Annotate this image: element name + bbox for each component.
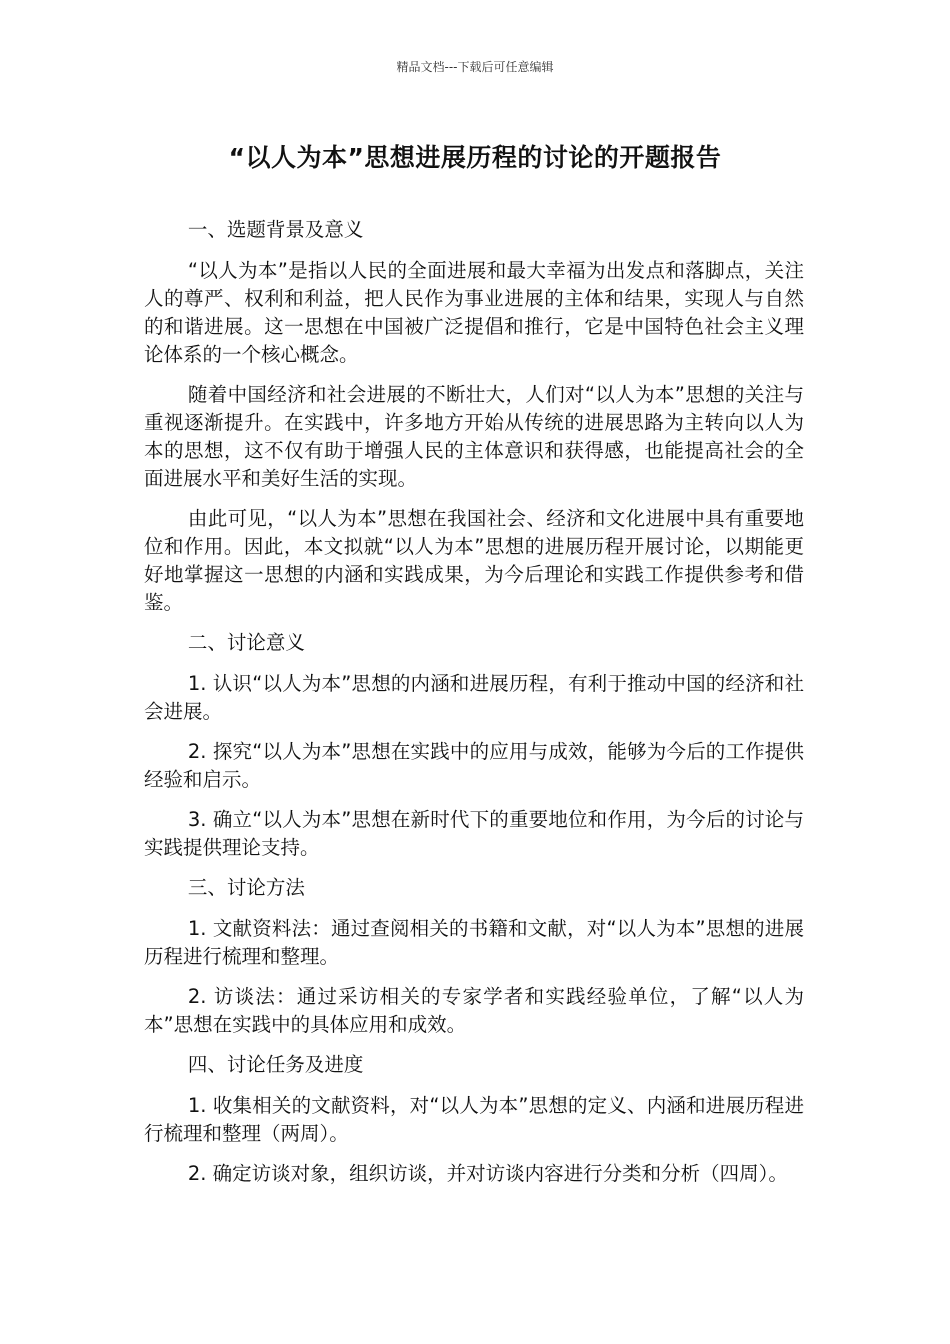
section-heading-background: 一、选题背景及意义 [187, 218, 364, 241]
section-heading-methods: 三、讨论方法 [187, 876, 305, 899]
paragraph: 随着中国经济和社会进展的不断壮大，人们对“以人为本”思想的关注与重视逐渐提升。在实践中，许多地方开始从传统的进展思路为主转向以人为本的思想，这不仅有助于增强人民的主体意识和获得感，也能提高社会的全面进展水平和美好生活的实现。 [144, 383, 804, 490]
section-heading-significance: 二、讨论意义 [187, 631, 305, 654]
list-item: 2. 探究“以人为本”思想在实践中的应用与成效，能够为今后的工作提供经验和启示。 [144, 740, 804, 791]
page-header: 精品文档---下载后可任意编辑 [396, 60, 554, 74]
paragraph: “以人为本”是指以人民的全面进展和最大幸福为出发点和落脚点，关注人的尊严、权利和利益，把人民作为事业进展的主体和结果，实现人与自然的和谐进展。这一思想在中国被广泛提倡和推行，它是中国特色社会主义理论体系的一个核心概念。 [144, 259, 804, 366]
document-body [144, 216, 804, 1200]
list-item: 1. 认识“以人为本”思想的内涵和进展历程，有利于推动中国的经济和社会进展。 [144, 672, 804, 723]
paragraph: 由此可见，“以人为本”思想在我国社会、经济和文化进展中具有重要地位和作用。因此，本文拟就“以人为本”思想的进展历程开展讨论，以期能更好地掌握这一思想的内涵和实践成果，为今后理论和实践工作提供参考和借鉴。 [144, 507, 804, 614]
list-item: 1. 文献资料法：通过查阅相关的书籍和文献，对“以人为本”思想的进展历程进行梳理和整理。 [144, 917, 804, 968]
list-item: 2. 访谈法：通过采访相关的专家学者和实践经验单位，了解“以人为本”思想在实践中的具体应用和成效。 [144, 985, 804, 1036]
list-item: 1. 收集相关的文献资料，对“以人为本”思想的定义、内涵和进展历程进行梳理和整理（两周）。 [144, 1094, 804, 1145]
document-title: “以人为本”思想进展历程的讨论的开题报告 [228, 143, 722, 172]
list-item: 3. 确立“以人为本”思想在新时代下的重要地位和作用，为今后的讨论与实践提供理论支持。 [144, 808, 804, 859]
list-item: 2. 确定访谈对象，组织访谈，并对访谈内容进行分类和分析（四周）。 [187, 1162, 788, 1185]
section-heading-tasks: 四、讨论任务及进度 [187, 1053, 364, 1076]
